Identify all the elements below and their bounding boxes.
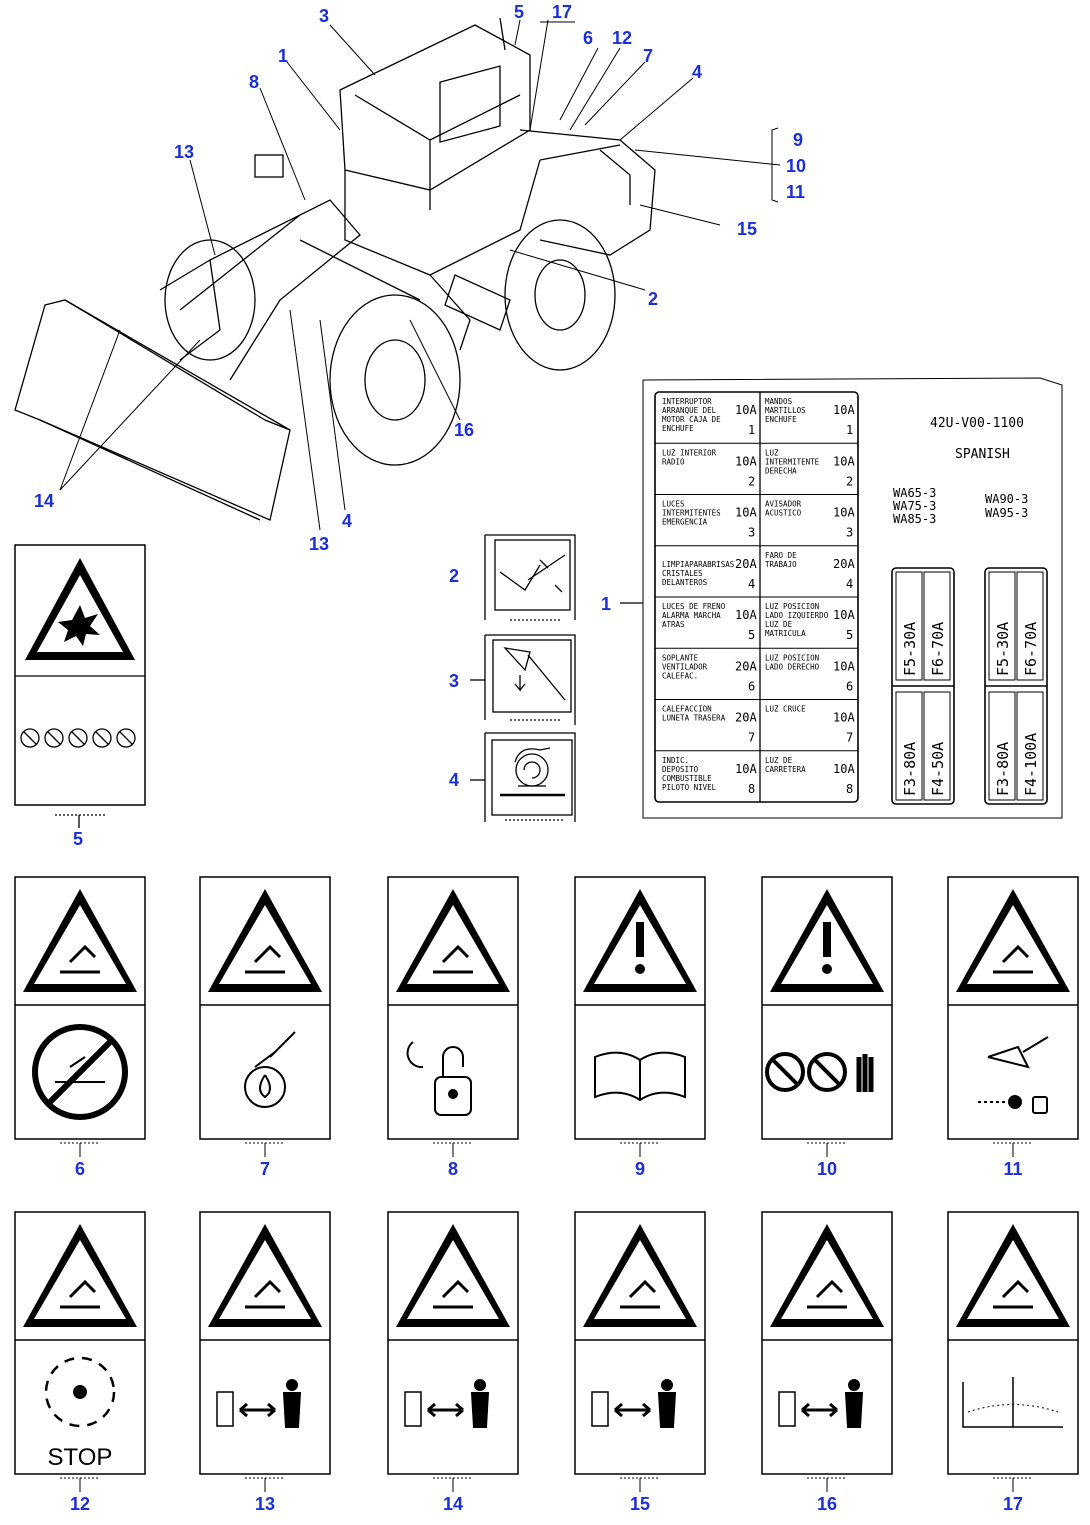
fuse-right-desc: INTERMITENTE (765, 457, 820, 467)
fuse-left-desc: CALEFACCION (662, 704, 712, 714)
svg-text:3: 3 (449, 671, 460, 691)
fuse-left-desc: COMBUSTIBLE (662, 773, 712, 783)
callout-11: 11 (786, 182, 806, 202)
callout-3: 3 (319, 6, 330, 26)
model-left: WA75-3 (893, 499, 937, 513)
fuse-left-desc: LIMPIAPARABRISAS (662, 559, 735, 569)
hose-reel-icon (500, 748, 565, 795)
decal-callout: 12 (69, 1494, 91, 1514)
decal-13 (200, 1212, 330, 1514)
bucket-arrow-icon (500, 555, 565, 592)
distance-boom-icon (217, 1380, 300, 1427)
fuse-right-amp: 10A (833, 608, 855, 622)
bucket-lock-icon (978, 1037, 1048, 1113)
callout-6: 6 (583, 28, 594, 48)
wheel-loader-illustration (15, 18, 655, 520)
fuse-right-desc: LADO IZQUIERDO (765, 611, 829, 620)
fuse-rating: F5-30A (994, 621, 1012, 676)
decal-callout: 11 (1003, 1159, 1023, 1179)
fuse-right-num: 4 (846, 576, 854, 591)
callout-15: 15 (737, 219, 758, 239)
fuse-right-desc: MATRICULA (765, 629, 806, 638)
fuse-left-desc: INDIC. (662, 755, 690, 765)
fuse-right-num: 1 (846, 423, 854, 437)
decal-callout: 14 (442, 1494, 464, 1514)
fuse-left-amp: 20A (735, 556, 757, 571)
fuse-left-desc: INTERMITENTES (662, 508, 721, 518)
distance-machine-icon (592, 1380, 675, 1427)
fuse-right-num: 8 (846, 781, 854, 796)
decal-callout: 8 (447, 1159, 459, 1179)
callout-7: 7 (643, 46, 654, 66)
models-right (985, 492, 1028, 520)
decal-callout: 9 (634, 1159, 646, 1179)
decal-4 (449, 733, 575, 822)
fuse-left-amp: 10A (735, 761, 757, 776)
callout-9: 9 (793, 130, 804, 150)
fuse-label (601, 378, 1062, 818)
callout-12: 12 (612, 28, 633, 48)
decal-callout: 6 (74, 1159, 86, 1179)
fuse-label-callout: 1 (601, 594, 612, 614)
fuse-right-desc: LUZ CRUCE (765, 704, 806, 714)
fuse-left-desc: DELANTEROS (662, 577, 708, 587)
fuse-right-desc: CARRETERA (765, 764, 806, 774)
fuse-right-desc: TRABAJO (765, 559, 797, 569)
fuse-right-num: 6 (846, 679, 854, 694)
callout-4: 4 (692, 62, 703, 82)
fuse-left-desc: ATRAS (662, 620, 685, 629)
decal-5-callout: 5 (73, 829, 84, 849)
models-left (893, 486, 936, 526)
svg-text:2: 2 (449, 566, 460, 586)
callout-8: 8 (249, 72, 260, 92)
fuse-left-desc: VENTILADOR (662, 662, 708, 672)
model-right: WA95-3 (985, 506, 1029, 520)
decal-callout: 15 (629, 1494, 651, 1514)
decal-16 (762, 1212, 892, 1514)
machine-callouts (34, 2, 806, 554)
svg-text:4: 4 (449, 770, 460, 790)
fuse-right-desc: AVISADOR (765, 499, 802, 509)
fuse-right-amp: 10A (833, 761, 855, 776)
fuse-left-desc: RADIO (662, 457, 685, 467)
callout-2: 2 (648, 289, 659, 309)
fuse-rating: F6-70A (1022, 621, 1040, 676)
fuse-right-desc: ACUSTICO (765, 508, 802, 518)
fuse-right-num: 7 (846, 730, 854, 745)
fuse-right-desc: LUZ POSICION (765, 653, 820, 663)
fuse-right-amp: 20A (833, 556, 855, 571)
fuse-left-desc: LUZ INTERIOR (662, 448, 717, 458)
fuse-left-amp: 20A (735, 710, 757, 725)
fuse-left-num: 8 (748, 781, 756, 796)
fuse-rating: F4-50A (929, 741, 947, 796)
fuse-left-desc: CALEFAC. (662, 671, 699, 681)
manual-book-icon (595, 1053, 685, 1100)
fuse-rating: F6-70A (929, 621, 947, 676)
model-left: WA65-3 (893, 486, 937, 500)
decal-callout: 16 (816, 1494, 838, 1514)
decal-callout: 17 (1002, 1494, 1024, 1514)
decal-11 (948, 877, 1078, 1179)
fuse-left-desc: ARRANQUE DEL (662, 406, 717, 415)
fuse-right-amp: 10A (833, 710, 855, 725)
decal-7 (200, 877, 330, 1179)
decal-callout: 10 (816, 1159, 838, 1179)
fuse-right-desc: DERECHA (765, 466, 797, 476)
callout-4b: 4 (342, 511, 353, 531)
fuse-right-desc: MARTILLOS (765, 406, 806, 415)
fuse-right-desc: LUZ (765, 448, 779, 458)
distance-hose-icon (779, 1380, 862, 1427)
graph-icon (963, 1377, 1063, 1427)
fuse-box-right (985, 568, 1047, 804)
decal-15 (575, 1212, 705, 1514)
decal-callout: 7 (259, 1159, 271, 1179)
fuse-right-amp: 10A (833, 454, 855, 469)
fuse-left-desc: ENCHUFE (662, 424, 694, 433)
stop-text: STOP (47, 1444, 113, 1471)
model-left: WA85-3 (893, 512, 937, 526)
fuse-left-desc: PILOTO NIVEL (662, 782, 717, 792)
part-number: 42U-V00-1100 (930, 416, 1024, 431)
decal-3 (449, 635, 575, 725)
fuse-left-amp: 10A (735, 454, 757, 469)
fuse-left-num: 6 (748, 679, 756, 694)
decal-callout: 13 (254, 1494, 276, 1514)
fuse-left-desc: MOTOR CAJA DE (662, 415, 721, 424)
fuse-left-num: 7 (748, 730, 756, 745)
small-decals (449, 535, 575, 822)
fuse-table (655, 397, 858, 796)
fuse-right-desc: LUZ DE (765, 755, 793, 765)
callout-13b: 13 (309, 534, 330, 554)
model-right: WA90-3 (985, 492, 1029, 506)
fuse-left-desc: LUCES (662, 499, 685, 509)
fuse-left-num: 4 (748, 576, 756, 591)
boom-arrow-icon (505, 648, 565, 700)
fuse-right-desc: LUZ POSICION (765, 602, 820, 611)
decal-2 (449, 535, 575, 620)
decal-grid (15, 877, 1078, 1514)
lock-icon (408, 1042, 471, 1115)
fuse-left-desc: ALARMA MARCHA (662, 611, 721, 620)
fuse-right-amp: 10A (833, 659, 855, 674)
fuse-right-num: 3 (846, 525, 854, 540)
fuse-left-desc: LUCES DE FRENO (662, 602, 726, 611)
hand-crush-icon (35, 1027, 125, 1117)
decal-10 (762, 877, 892, 1179)
fuse-rating: F3-80A (994, 741, 1012, 796)
exclamation-icon (636, 922, 644, 957)
fuse-right-desc: LUZ DE (765, 620, 793, 629)
decal-9 (575, 877, 705, 1179)
decal-8 (388, 877, 518, 1179)
callout-5: 5 (514, 2, 525, 22)
decal-12 (15, 1212, 145, 1514)
no-touch-icon (767, 1054, 871, 1092)
decal-17 (948, 1212, 1078, 1514)
decal-5 (15, 545, 145, 849)
fuse-right-amp: 10A (833, 505, 855, 520)
callout-10: 10 (786, 156, 807, 176)
fuse-rating: F4-100A (1022, 732, 1040, 796)
fuse-rating: F3-80A (901, 741, 919, 796)
callout-17: 17 (552, 2, 573, 22)
fuse-right-desc: MANDOS (765, 397, 793, 406)
fuse-right-desc: FARO DE (765, 550, 797, 560)
fuse-rating: F5-30A (901, 621, 919, 676)
fuse-left-num: 3 (748, 525, 756, 540)
fuse-left-desc: EMERGENCIA (662, 517, 708, 527)
fuse-left-amp: 20A (735, 659, 757, 674)
language-label: SPANISH (955, 447, 1010, 462)
callout-1: 1 (278, 46, 289, 66)
fuse-right-amp: 10A (833, 403, 855, 417)
fuse-left-amp: 10A (735, 505, 757, 520)
decal-6 (15, 877, 145, 1179)
rotating-fan-icon (46, 1358, 114, 1426)
fuse-right-num: 5 (846, 628, 854, 642)
decal-14 (388, 1212, 518, 1514)
exclamation-icon (823, 922, 831, 957)
fuse-left-desc: SOPLANTE (662, 653, 699, 663)
fuse-left-num: 1 (748, 423, 756, 437)
fuse-left-amp: 10A (735, 608, 757, 622)
fuse-left-desc: DEPOSITO (662, 764, 699, 774)
fuse-left-desc: INTERRUPTOR (662, 397, 712, 406)
oil-pressure-icon (245, 1032, 295, 1107)
fuse-right-num: 2 (846, 474, 854, 489)
fuse-left-desc: LUNETA TRASERA (662, 713, 726, 723)
fuse-left-num: 5 (748, 628, 756, 642)
fuse-left-amp: 10A (735, 403, 757, 417)
callout-16: 16 (454, 420, 475, 440)
fuse-left-desc: CRISTALES (662, 568, 703, 578)
callout-13: 13 (174, 142, 195, 162)
fuse-left-num: 2 (748, 474, 756, 489)
callout-14: 14 (34, 491, 55, 511)
fuse-right-desc: ENCHUFE (765, 415, 797, 424)
distance-icon (405, 1380, 488, 1427)
prohibition-icons (21, 729, 135, 747)
fuse-box-left (892, 568, 954, 804)
fuse-right-desc: LADO DERECHO (765, 662, 820, 672)
